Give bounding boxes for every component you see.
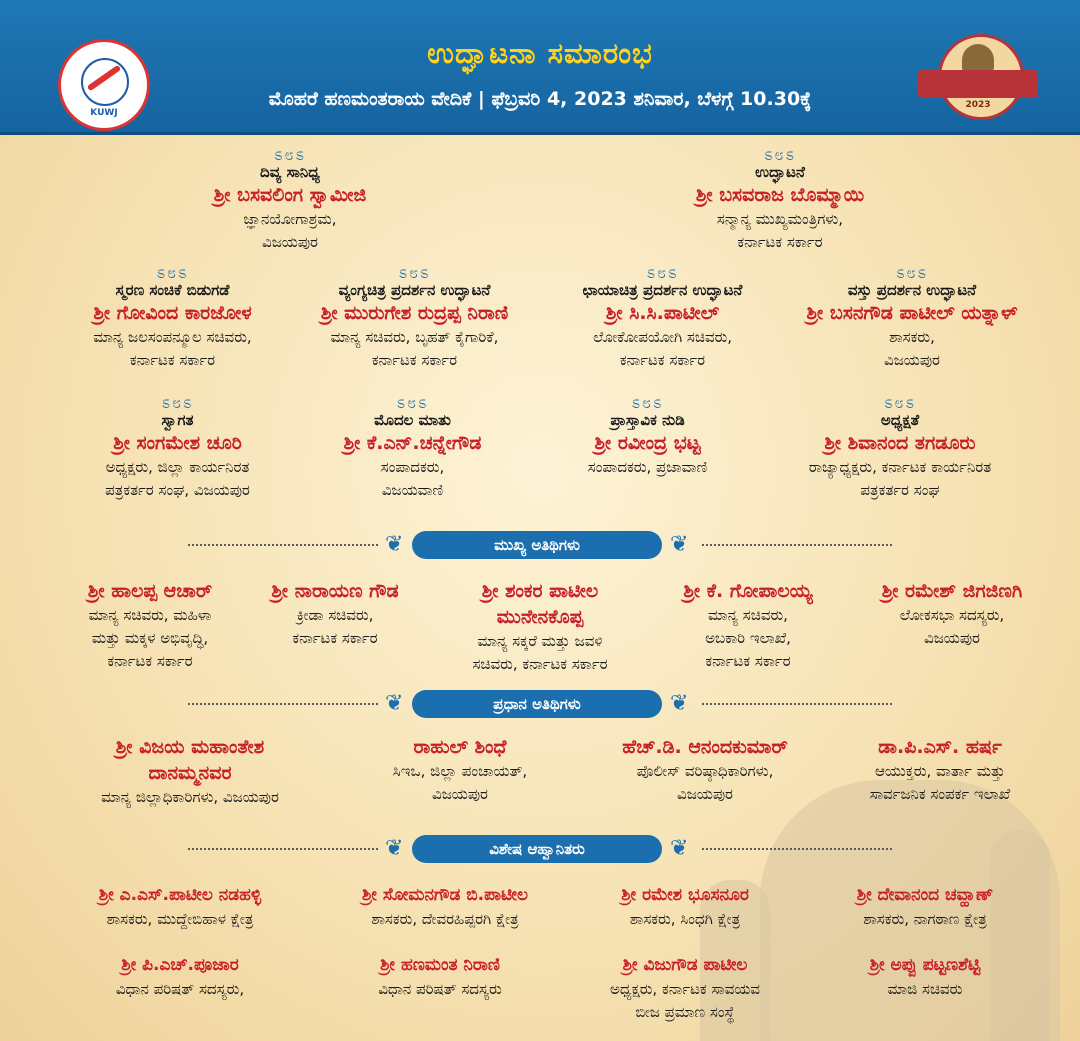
section-banner-chief-guests: ಮುಖ್ಯ ಅತಿಥಿಗಳು (412, 531, 662, 559)
guest-desc: ಶಾಸಕರು, ದೇವರಹಿಪ್ಪರಗಿ ಕ್ಷೇತ್ರ (371, 910, 519, 928)
guest-name: ಶ್ರೀ ನಾರಾಯಣ ಗೌಡ (271, 580, 399, 602)
special-invitee (60, 952, 300, 1001)
guest-desc: ಮಾನ್ಯ ಸಕ್ಕರೆ ಮತ್ತು ಜವಳಿ (477, 632, 603, 650)
main-guest (820, 734, 1060, 806)
guest-name: ರಾಹುಲ್ ಶಿಂಧೆ (413, 736, 507, 758)
guest-desc: ಅಧ್ಯಕ್ಷರು, ಕರ್ನಾಟಕ ಸಾವಯವ (609, 980, 761, 998)
guest-name: ಶ್ರೀ ಮುರುಗೇಶ ರುದ್ರಪ್ಪ ನಿರಾಣಿ (320, 302, 509, 324)
swirl-right-icon: ❦ (670, 836, 689, 861)
ornament-icon: ಽ೮ಽ (274, 145, 306, 164)
guest-desc: ಕ್ರೀಡಾ ಸಚಿವರು, (296, 606, 374, 624)
guest-desc: ಪತ್ರಕರ್ತರ ಸಂಘ (860, 481, 940, 499)
chief-guest (40, 578, 260, 673)
guest-name: ಶ್ರೀ ಬಸನಗೌಡ ಪಾಟೀಲ್ ಯತ್ನಾಳ್ (806, 302, 1018, 324)
role-label: ದಿವ್ಯ ಸಾನಿಧ್ಯ (260, 163, 320, 181)
guest-desc: ಕರ್ನಾಟಕ ಸರ್ಕಾರ (737, 233, 823, 251)
guest-name: ಶ್ರೀ ವಿಜಯ ಮಹಾಂತೇಶ (115, 736, 265, 758)
divider-line (702, 544, 892, 546)
guest-name: ಶ್ರೀ ಅಪ್ಪು ಪಟ್ಟಣಶೆಟ್ಟಿ (869, 955, 981, 975)
guest-desc: ಜ್ಞಾನಯೋಗಾಶ್ರಮ, (243, 210, 337, 228)
guest-divine-presence (140, 145, 440, 254)
guest-name: ಶ್ರೀ ರಮೇಶ್ ಜಿಗಜಿಣಗಿ (881, 580, 1023, 602)
guest-name: ಶ್ರೀ ಹಾಲಪ್ಪ ಆಚಾರ್ (87, 580, 213, 602)
guest-desc: ಸಿಇಒ, ಜಿಲ್ಲಾ ಪಂಚಾಯತ್, (392, 762, 528, 780)
guest-desc: ಶಾಸಕರು, ಸಿಂಧಗಿ ಕ್ಷೇತ್ರ (629, 910, 741, 928)
ornament-icon: ಽ೮ಽ (884, 393, 916, 412)
ornament-icon: ಽ೮ಽ (631, 393, 664, 412)
event-title: ಉದ್ಘಾಟನಾ ಸಮಾರಂಭ (427, 36, 653, 70)
divider-line (188, 848, 378, 850)
guest-presidency (745, 393, 1055, 502)
guest-desc: ಕರ್ನಾಟಕ ಸರ್ಕಾರ (107, 652, 193, 670)
divider-line (188, 703, 378, 705)
guest-desc: ಸಚಿವರು, ಕರ್ನಾಟಕ ಸರ್ಕಾರ (472, 655, 608, 673)
guest-name: ಶ್ರೀ ಗೋವಿಂದ ಕಾರಜೋಳ (93, 302, 252, 324)
chief-guest (240, 578, 430, 650)
guest-introductory-speech (525, 393, 770, 479)
guest-name: ಶ್ರೀ ಸಂಗಮೇಶ ಚೂರಿ (113, 432, 242, 454)
main-guest (590, 734, 820, 806)
ornament-icon: ಽ೮ಽ (646, 263, 679, 282)
guest-desc: ಕರ್ನಾಟಕ ಸರ್ಕಾರ (705, 652, 791, 670)
guest-desc: ಶಾಸಕರು, ಮುದ್ದೇಬಿಹಾಳ ಕ್ಷೇತ್ರ (106, 910, 254, 928)
ornament-icon: ಽ೮ಽ (396, 393, 429, 412)
guest-desc: ಕರ್ನಾಟಕ ಸರ್ಕಾರ (619, 351, 706, 369)
guest-name: ಡಾ.ಪಿ.ಎಸ್. ಹರ್ಷ (878, 736, 1002, 758)
special-invitee (810, 882, 1040, 931)
divider-line (188, 544, 378, 546)
special-invitee (820, 952, 1030, 1001)
role-label: ಮೊದಲ ಮಾತು (374, 411, 451, 429)
guest-desc: ಸಂಪಾದಕರು, (380, 458, 445, 476)
chief-guest (842, 578, 1062, 650)
guest-name: ಶ್ರೀ ಕೆ.ಎನ್.ಚನ್ನೇಗೌಡ (343, 432, 482, 454)
guest-desc: ಬೀಜ ಪ್ರಮಾಣ ಸಂಸ್ಥೆ (635, 1003, 735, 1021)
guest-welcome (55, 393, 300, 502)
special-invitee (50, 882, 310, 931)
guest-name: ಶ್ರೀ ಎ.ಎಸ್.ಪಾಟೀಲ ನಡಹಳ್ಳಿ (98, 885, 262, 905)
guest-desc: ಮಾನ್ಯ ಸಚಿವರು, (708, 606, 788, 624)
ornament-icon: ಽ೮ಽ (156, 263, 189, 282)
divider-line (702, 848, 892, 850)
special-invitee (560, 952, 810, 1024)
guest-name: ಮುನೇನಕೊಪ್ಪ (496, 606, 584, 628)
guest-desc: ವಿಜಯವಾಣಿ (381, 481, 444, 499)
guest-desc: ವಿಜಯಪುರ (884, 351, 940, 369)
guest-name: ಶ್ರೀ ಶಿವಾನಂದ ತಗಡೂರು (824, 432, 976, 454)
guest-desc: ಸಂಪಾದಕರು, ಪ್ರಜಾವಾಣಿ (587, 458, 708, 476)
ornament-icon: ಽ೮ಽ (764, 145, 796, 164)
guest-desc: ವಿಜಯಪುರ (262, 233, 318, 251)
guest-desc: ವಿಧಾನ ಪರಿಷತ್ ಸದಸ್ಯರು (378, 980, 502, 998)
guest-desc: ಮಾನ್ಯ ಜಲಸಂಪನ್ಮೂಲ ಸಚಿವರು, (93, 328, 252, 346)
ornament-icon: ಽ೮ಽ (896, 263, 928, 282)
swirl-left-icon: ❦ (385, 532, 404, 557)
event-venue-date: ಮೊಹರೆ ಹಣಮಂತರಾಯ ವೇದಿಕೆ | ಫೆಬ್ರವರಿ 4, 2023 ಶನಿವಾರ, ಬೆಳಗ್ಗೆ 10.30ಕ್ಕೆ (268, 88, 812, 110)
chief-guest (420, 578, 660, 676)
guest-desc: ವಿಧಾನ ಪರಿಷತ್ ಸದಸ್ಯರು, (115, 980, 245, 998)
guest-exhibition-inauguration (772, 263, 1052, 372)
guest-cartoon-exhibition (292, 263, 537, 372)
guest-name: ಶ್ರೀ ಬಸವಲಿಂಗ ಸ್ವಾಮೀಜಿ (213, 184, 367, 206)
conference-emblem: 2023 (918, 34, 1038, 114)
guest-name: ಶ್ರೀ ಕೆ. ಗೋಪಾಲಯ್ಯ (683, 580, 813, 602)
main-guest (55, 734, 325, 809)
guest-desc: ಕರ್ನಾಟಕ ಸರ್ಕಾರ (292, 629, 378, 647)
guest-desc: ಸಾರ್ವಜನಿಕ ಸಂಪರ್ಕ ಇಲಾಖೆ (869, 785, 1011, 803)
guest-desc: ವಿಜಯಪುರ (924, 629, 980, 647)
chief-guest (648, 578, 848, 673)
guest-desc: ಶಾಸಕರು, (889, 328, 935, 346)
guest-desc: ಮಾನ್ಯ ಸಚಿವರು, ಮಹಿಳಾ (88, 606, 212, 624)
guest-desc: ಪತ್ರಕರ್ತರ ಸಂಘ, ವಿಜಯಪುರ (105, 481, 250, 499)
guest-desc: ಮಾನ್ಯ ಜಿಲ್ಲಾಧಿಕಾರಿಗಳು, ವಿಜಯಪುರ (101, 788, 279, 806)
guest-name: ಶ್ರೀ ದೇವಾನಂದ ಚವ್ಹಾಣ್ (856, 885, 994, 905)
swirl-left-icon: ❦ (385, 836, 404, 861)
divider-line (702, 703, 892, 705)
guest-desc: ಮಾಜಿ ಸಚಿವರು (887, 980, 963, 998)
guest-desc: ಅಧ್ಯಕ್ಷರು, ಜಿಲ್ಲಾ ಕಾರ್ಯನಿರತ (105, 458, 250, 476)
guest-photo-exhibition (540, 263, 785, 372)
guest-desc: ಲೋಕಸಭಾ ಸದಸ್ಯರು, (899, 606, 1005, 624)
swirl-right-icon: ❦ (670, 532, 689, 557)
guest-desc: ಕರ್ನಾಟಕ ಸರ್ಕಾರ (371, 351, 458, 369)
role-label: ಸ್ವಾಗತ (161, 411, 194, 429)
guest-name: ಹೆಚ್.ಡಿ. ಆನಂದಕುಮಾರ್ (622, 736, 788, 758)
guest-name: ಶ್ರೀ ವಿಜುಗೌಡ ಪಾಟೀಲ (622, 955, 748, 975)
swirl-right-icon: ❦ (670, 691, 689, 716)
guest-name: ಶ್ರೀ ರವೀಂದ್ರ ಭಟ್ಟ (594, 432, 701, 454)
role-label: ಪ್ರಾಸ್ತಾವಿಕ ನುಡಿ (610, 411, 685, 429)
section-banner-special-invitees: ವಿಶೇಷ ಆಹ್ವಾನಿತರು (412, 835, 662, 863)
guest-desc: ಮಾನ್ಯ ಸಚಿವರು, ಬೃಹತ್ ಕೈಗಾರಿಕೆ, (330, 328, 499, 346)
ornament-icon: ಽ೮ಽ (398, 263, 431, 282)
guest-name: ಶ್ರೀ ಸೋಮನಗೌಡ ಬಿ.ಪಾಟೀಲ (361, 885, 528, 905)
role-label: ವಸ್ತು ಪ್ರದರ್ಶನ ಉದ್ಘಾಟನೆ (847, 281, 977, 299)
section-banner-main-guests: ಪ್ರಧಾನ ಅತಿಥಿಗಳು (412, 690, 662, 718)
ornament-icon: ಽ೮ಽ (161, 393, 194, 412)
role-label: ಅಧ್ಯಕ್ಷತೆ (880, 411, 920, 429)
special-invitee (320, 952, 560, 1001)
guest-name: ದಾನಮ್ಮನವರ (148, 762, 232, 784)
guest-desc: ಲೋಕೋಪಯೋಗಿ ಸಚಿವರು, (592, 328, 733, 346)
guest-name: ಶ್ರೀ ಹಣಮಂತ ನಿರಾಣಿ (380, 955, 500, 975)
guest-desc: ಕರ್ನಾಟಕ ಸರ್ಕಾರ (129, 351, 216, 369)
role-label: ಸ್ಮರಣ ಸಂಚಿಕೆ ಬಿಡುಗಡೆ (115, 281, 230, 299)
guest-inauguration (600, 145, 960, 254)
guest-desc: ವಿಜಯಪುರ (677, 785, 733, 803)
role-label: ಉದ್ಘಾಟನೆ (755, 163, 805, 181)
guest-first-words (290, 393, 535, 502)
guest-souvenir-release (50, 263, 295, 372)
guest-desc: ಆಯುಕ್ತರು, ವಾರ್ತಾ ಮತ್ತು (875, 762, 1005, 780)
guest-desc: ರಾಜ್ಯಾಧ್ಯಕ್ಷರು, ಕರ್ನಾಟಕ ಕಾರ್ಯನಿರತ (808, 458, 992, 476)
main-guest (345, 734, 575, 806)
header-banner (0, 0, 1080, 135)
guest-desc: ಸನ್ಮಾನ್ಯ ಮುಖ್ಯಮಂತ್ರಿಗಳು, (716, 210, 844, 228)
role-label: ಛಾಯಾಚಿತ್ರ ಪ್ರದರ್ಶನ ಉದ್ಘಾಟನೆ (582, 281, 743, 299)
guest-desc: ಶಾಸಕರು, ನಾಗಠಾಣ ಕ್ಷೇತ್ರ (863, 910, 987, 928)
guest-desc: ಅಬಕಾರಿ ಇಲಾಖೆ, (705, 629, 791, 647)
guest-desc: ಮತ್ತು ಮಕ್ಕಳ ಅಭಿವೃದ್ಧಿ, (91, 629, 209, 647)
kuwj-logo: KUWJ (58, 39, 150, 131)
special-invitee (570, 882, 800, 931)
guest-name: ಶ್ರೀ ಬಸವರಾಜ ಬೊಮ್ಮಾಯಿ (695, 184, 865, 206)
role-label: ವ್ಯಂಗ್ಯಚಿತ್ರ ಪ್ರದರ್ಶನ ಉದ್ಘಾಟನೆ (338, 281, 491, 299)
guest-name: ಶ್ರೀ ರಮೇಶ ಭೂಸನೂರ (621, 885, 749, 905)
guest-desc: ವಿಜಯಪುರ (432, 785, 488, 803)
guest-desc: ಪೊಲೀಸ್ ವರಿಷ್ಠಾಧಿಕಾರಿಗಳು, (636, 762, 774, 780)
swirl-left-icon: ❦ (385, 691, 404, 716)
guest-name: ಶ್ರೀ ಶಂಕರ ಪಾಟೀಲ (481, 580, 599, 602)
special-invitee (310, 882, 580, 931)
guest-name: ಶ್ರೀ ಪಿ.ಎಚ್.ಪೂಜಾರ (121, 955, 239, 975)
guest-name: ಶ್ರೀ ಸಿ.ಸಿ.ಪಾಟೀಲ್ (605, 302, 720, 324)
